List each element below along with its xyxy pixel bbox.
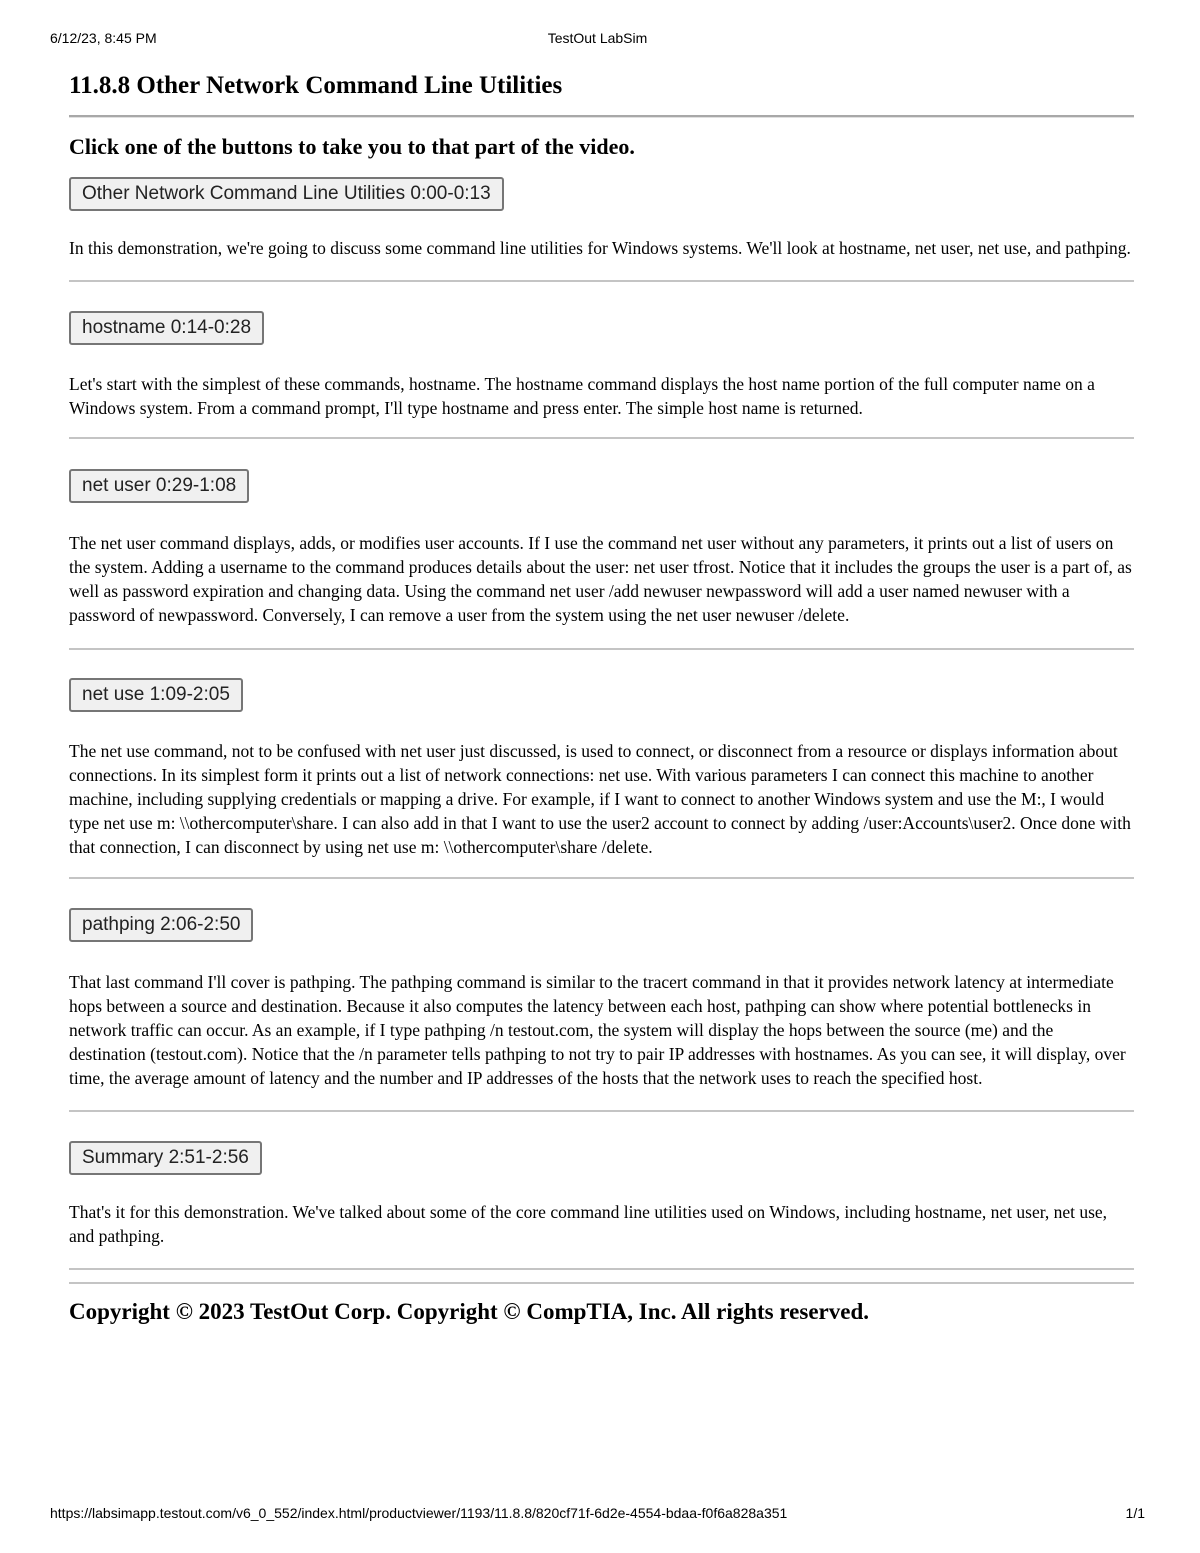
section-transcript: That last command I'll cover is pathping. The pathping command is similar to the tracert command in that it provides network latency at intermediate hops between a source and destination. Because it also computes the latency between each host, pathping can show where potential bottlenecks in network traffic can occur. As an example, if I type pathping /n testout.com, the system will display the hops between the source (me) and the destination (testout.com). Notice that the /n parameter tells pathping to not try to pair IP addresses with hostnames. As you can see, it will display, over time, the average amount of latency and the number and IP addresses of the hosts that the network uses to reach the specified host.: [69, 972, 1126, 1088]
segment-button-pathping[interactable]: pathping 2:06-2:50: [69, 908, 253, 942]
segment-button-summary[interactable]: Summary 2:51-2:56: [69, 1141, 262, 1175]
video-section-net-use: [69, 678, 1134, 859]
lesson-content: [69, 70, 1134, 1327]
print-date: 6/12/23, 8:45 PM: [50, 30, 157, 46]
section-transcript: The net use command, not to be confused with net user just discussed, is used to connect, or disconnect from a resource or displays information about connections. In its simplest form it prints out a list of network connections: net use. With various parameters I can connect this machine to another machine, including supplying credentials or mapping a drive. For example, if I want to connect to another Windows system and use the M:, I would type net use m: \\othercomputer\share. I can also add in that I want to use the user2 account to connect by adding /user:Accounts\user2. Once done with that connection, I can disconnect by using net use m: \\othercomputer\share /delete.: [69, 741, 1131, 857]
page-title: 11.8.8 Other Network Command Line Utilities: [69, 72, 563, 99]
segment-button-intro[interactable]: Other Network Command Line Utilities 0:00-0:13: [69, 177, 504, 211]
video-section-summary: [69, 1141, 1134, 1248]
section-divider: [69, 1110, 1134, 1112]
print-header: [50, 30, 1145, 48]
video-section-pathping: [69, 908, 1134, 1090]
section-transcript: The net user command displays, adds, or modifies user accounts. If I use the command net user without any parameters, it prints out a list of users on the system. Adding a username to the command produces details about the user: net user tfrost. Notice that it includes the groups the user is a part of, as well as password expiration and changing data. Using the command net user /add newuser newpassword will add a user named newuser with a password of newpassword. Conversely, I can remove a user from the system using the net user newuser /delete.: [69, 533, 1132, 625]
print-url: https://labsimapp.testout.com/v6_0_552/index.html/productviewer/1193/11.8.8/820cf71f-6d2e-4554-bdaa-f0f6a828a351: [50, 1505, 788, 1521]
section-divider: [69, 437, 1134, 439]
section-transcript: In this demonstration, we're going to discuss some command line utilities for Windows systems. We'll look at hostname, net user, net use, and pathping.: [69, 238, 1131, 258]
print-footer: [50, 1505, 1145, 1523]
footer-divider: [69, 1282, 1134, 1284]
print-site-title: TestOut LabSim: [547, 30, 648, 46]
section-divider: [69, 280, 1134, 282]
title-divider: [69, 115, 1134, 118]
section-divider: [69, 648, 1134, 650]
segment-button-net-use[interactable]: net use 1:09-2:05: [69, 678, 243, 712]
segment-button-hostname[interactable]: hostname 0:14-0:28: [69, 311, 264, 345]
video-section-intro: [69, 177, 1134, 260]
segment-button-net-user[interactable]: net user 0:29-1:08: [69, 469, 249, 503]
video-section-net-user: [69, 469, 1134, 627]
print-page-number: 1/1: [1125, 1505, 1145, 1521]
section-transcript: Let's start with the simplest of these commands, hostname. The hostname command displays the host name portion of the full computer name on a Windows system. From a command prompt, I'll type hostname and press enter. The simple host name is returned.: [69, 374, 1095, 418]
section-divider: [69, 877, 1134, 879]
section-transcript: That's it for this demonstration. We've talked about some of the core command line utilities used on Windows, including hostname, net user, net use, and pathping.: [69, 1202, 1108, 1246]
copyright-notice: Copyright © 2023 TestOut Corp. Copyright © CompTIA, Inc. All rights reserved.: [69, 1299, 870, 1324]
section-divider: [69, 1268, 1134, 1270]
video-section-hostname: [69, 311, 1134, 420]
instruction-heading: Click one of the buttons to take you to that part of the video.: [69, 134, 635, 159]
